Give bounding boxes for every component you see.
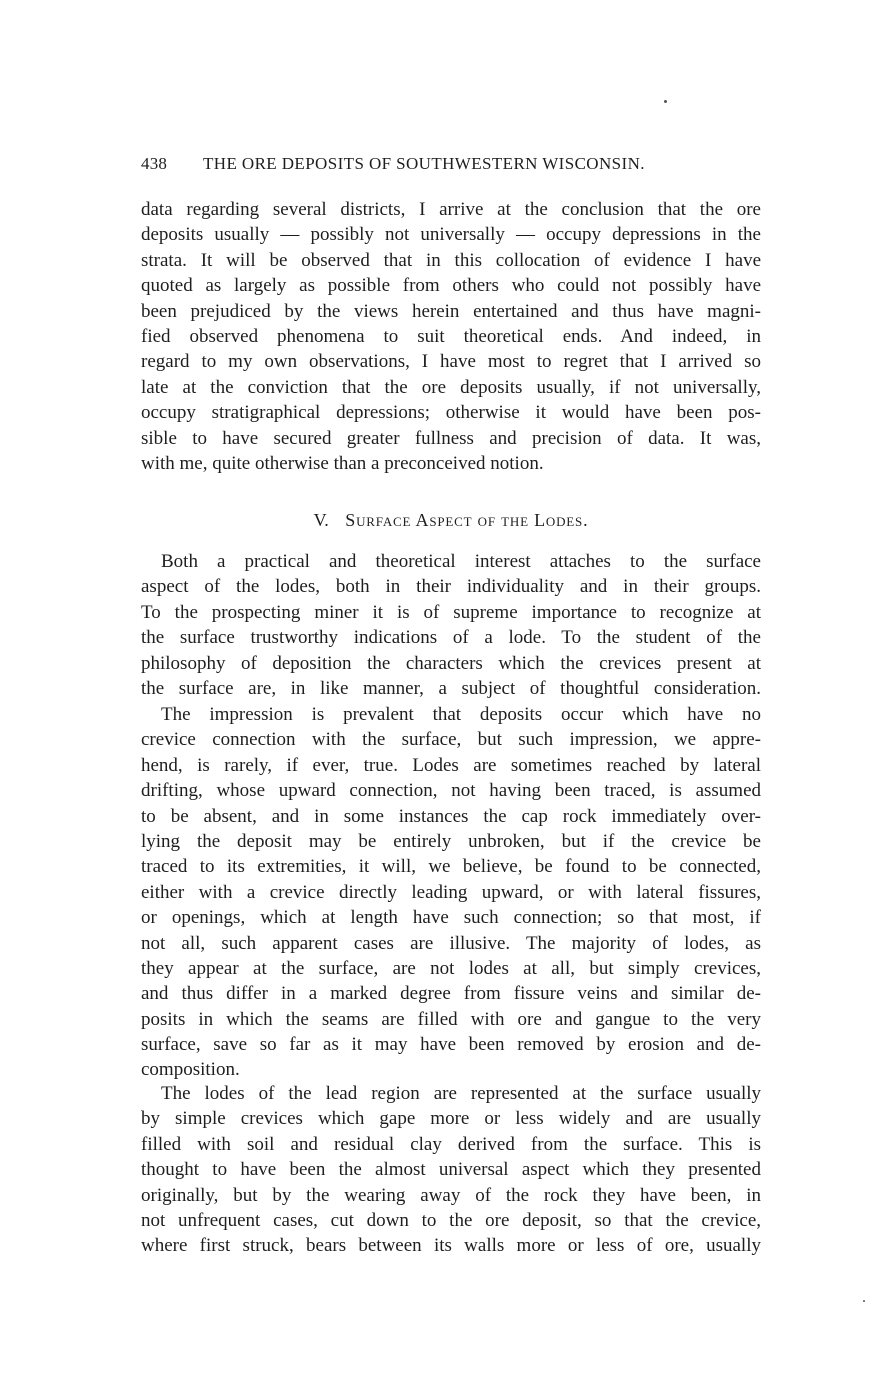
print-speck xyxy=(863,1300,865,1302)
section-heading xyxy=(141,507,761,533)
text-line: the surface trustworthy indications of a lode. To the student of the xyxy=(141,627,761,649)
text-line: with me, quite otherwise than a preconceived notion. xyxy=(141,452,544,474)
text-line: The lodes of the lead region are represented at the surface usually xyxy=(161,1083,761,1104)
section-title: Surface Aspect of the Lodes. xyxy=(345,510,589,530)
text-line: originally, but by the wearing away of the rock they have been, in xyxy=(141,1184,761,1206)
print-speck xyxy=(664,100,667,103)
section-number: V. xyxy=(313,510,329,530)
paragraph xyxy=(141,549,761,701)
paragraph-continued xyxy=(141,197,761,476)
text-line: where first struck, bears between its walls more or less of ore, usually xyxy=(141,1235,761,1257)
text-line: not unfrequent cases, cut down to the ore deposit, so that the crevice, xyxy=(141,1209,761,1231)
text-line: philosophy of deposition the characters which the crevices present at xyxy=(141,652,761,674)
text-line: either with a crevice directly leading upward, or with lateral fissures, xyxy=(141,881,761,903)
text-line: and thus differ in a marked degree from fissure veins and similar de- xyxy=(141,983,761,1005)
text-line: late at the conviction that the ore deposits usually, if not universally, xyxy=(141,376,761,398)
text-line: by simple crevices which gape more or less widely and are usually xyxy=(141,1108,761,1130)
text-line: posits in which the seams are filled with ore and gangue to the very xyxy=(141,1008,761,1030)
text-line: traced to its extremities, it will, we believe, be found to be connected, xyxy=(141,856,761,878)
text-line: filled with soil and residual clay derived from the surface. This is xyxy=(141,1133,761,1155)
text-line: not all, such apparent cases are illusive. The majority of lodes, as xyxy=(141,932,761,954)
text-line: sible to have secured greater fullness and precision of data. It was, xyxy=(141,427,761,449)
text-line: or openings, which at length have such connection; so that most, if xyxy=(141,907,761,929)
text-line: regard to my own observations, I have most to regret that I arrived so xyxy=(141,351,761,373)
text-line: to be absent, and in some instances the cap rock immediately over- xyxy=(141,805,761,827)
text-line: quoted as largely as possible from others who could not possibly have xyxy=(141,275,761,297)
text-line: they appear at the surface, are not lodes at all, but simply crevices, xyxy=(141,957,761,979)
text-line: drifting, whose upward connection, not having been traced, is assumed xyxy=(141,780,761,802)
text-line: crevice connection with the surface, but such impression, we appre- xyxy=(141,729,761,751)
text-line: fied observed phenomena to suit theoretical ends. And indeed, in xyxy=(141,325,761,347)
text-line: The impression is prevalent that deposits occur which have no xyxy=(161,704,761,725)
text-line: the surface are, in like manner, a subject of thoughtful consideration. xyxy=(141,677,761,699)
text-line: data regarding several districts, I arrive at the conclusion that the ore xyxy=(141,199,761,220)
text-line: lying the deposit may be entirely unbroken, but if the crevice be xyxy=(141,830,761,852)
text-line: aspect of the lodes, both in their individuality and in their groups. xyxy=(141,576,761,598)
text-line: been prejudiced by the views herein entertained and thus have magni- xyxy=(141,300,761,322)
paragraph xyxy=(141,702,761,1083)
text-line: hend, is rarely, if ever, true. Lodes are sometimes reached by lateral xyxy=(141,754,761,776)
text-line: composition. xyxy=(141,1059,240,1081)
text-line: Both a practical and theoretical interest attaches to the surface xyxy=(161,551,761,572)
text-line: occupy stratigraphical depressions; otherwise it would have been pos- xyxy=(141,402,761,424)
text-line: strata. It will be observed that in this collocation of evidence I have xyxy=(141,249,761,271)
text-line: thought to have been the almost universal aspect which they presented xyxy=(141,1159,761,1181)
text-line: surface, save so far as it may have been removed by erosion and de- xyxy=(141,1034,761,1056)
paragraph xyxy=(141,1081,761,1259)
text-line: deposits usually — possibly not universally — occupy depressions in the xyxy=(141,224,761,246)
page-header xyxy=(141,154,761,180)
page-number: 438 xyxy=(141,154,168,173)
text-line: To the prospecting miner it is of supreme importance to recognize at xyxy=(141,601,761,623)
running-title: THE ORE DEPOSITS OF SOUTHWESTERN WISCONSIN. xyxy=(203,154,645,173)
